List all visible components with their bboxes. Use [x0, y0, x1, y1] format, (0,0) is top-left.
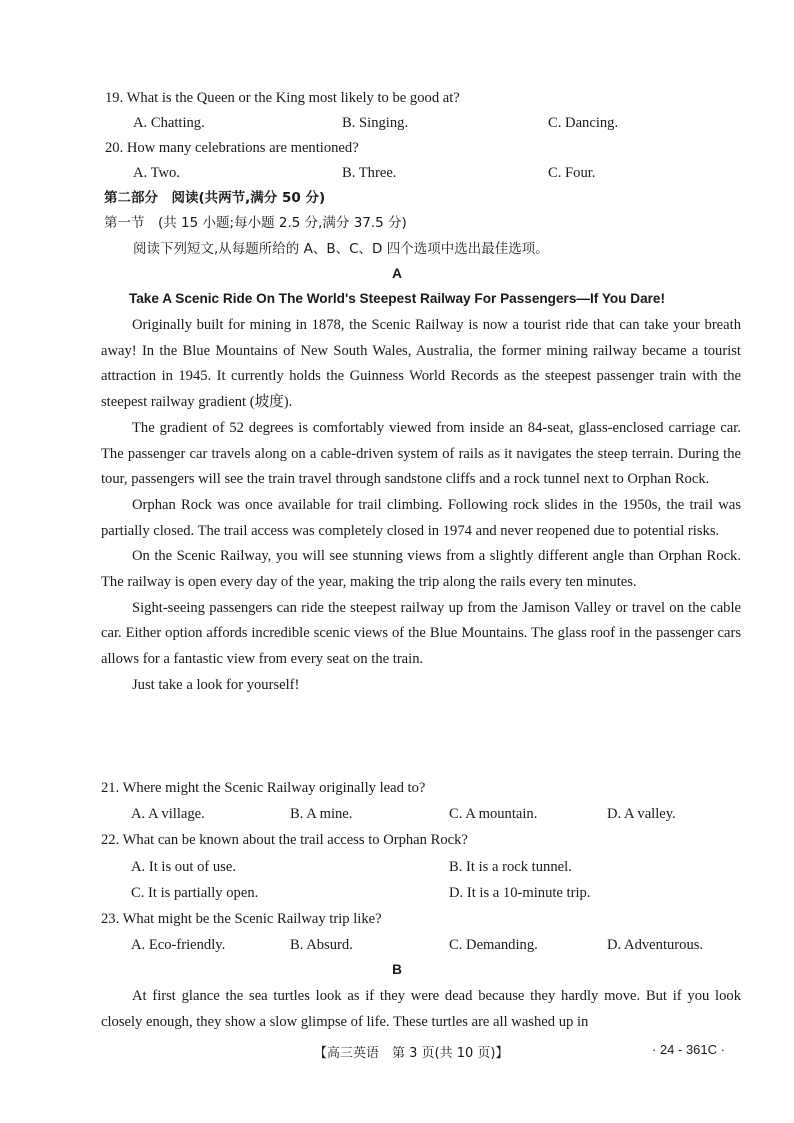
- q22-option-b: B. It is a rock tunnel.: [449, 859, 572, 875]
- exam-code: · 24 - 361C ·: [652, 1042, 725, 1057]
- q23-option-d: D. Adventurous.: [607, 937, 704, 953]
- q20-option-c: C. Four.: [548, 165, 596, 181]
- question-23: 23. What might be the Scenic Railway trip like?: [101, 911, 382, 927]
- passage-a-paragraph: Orphan Rock was once available for trail climbing. Following rock slides in the 1950s, the trail was partially closed. The trail access was completely closed in 1974 and never reopened due to potential risks.: [101, 496, 741, 539]
- passage-a-paragraph: Just take a look for yourself!: [132, 676, 300, 693]
- passage-a-paragraph: Sight-seeing passengers can ride the steepest railway up from the Jamison Valley or travel on the cable car. Either option affords incredible scenic views of the Blue Mountains. The glass roof in the passenger cars allows for a fantastic view from every seat on the train.: [101, 599, 741, 668]
- section1-heading: 第一节 (共 15 小题;每小题 2.5 分,满分 37.5 分): [104, 215, 407, 231]
- q22-option-d: D. It is a 10-minute trip.: [449, 885, 591, 901]
- passage-a-body: [101, 313, 741, 699]
- passage-b-paragraph: At first glance the sea turtles look as if they were dead because they hardly move. But if you look closely enough, they show a slow glimpse of life. These turtles are all washed up in: [101, 988, 741, 1030]
- q23-option-b: B. Absurd.: [290, 937, 353, 953]
- passage-a-letter: A: [392, 266, 402, 281]
- part2-heading: 第二部分 阅读(共两节,满分 50 分): [104, 190, 326, 206]
- q21-option-d: D. A valley.: [607, 806, 676, 822]
- q21-option-c: C. A mountain.: [449, 806, 538, 822]
- passage-a-paragraph: Originally built for mining in 1878, the Scenic Railway is now a tourist ride that can take your breath away! In the Blue Mountains of New South Wales, Australia, the former mining railway became a tourist attraction in 1945. It currently holds the Guinness World Records as the steepest passenger train with the steepest railway gradient (坡度).: [101, 317, 741, 411]
- q20-option-b: B. Three.: [342, 165, 397, 181]
- q20-option-a: A. Two.: [133, 165, 180, 181]
- question-21: 21. Where might the Scenic Railway originally lead to?: [101, 780, 426, 796]
- q21-option-b: B. A mine.: [290, 806, 353, 822]
- q19-option-b: B. Singing.: [342, 115, 409, 131]
- q23-option-a: A. Eco-friendly.: [131, 937, 226, 953]
- passage-a-paragraph: On the Scenic Railway, you will see stunning views from a slightly different angle than Orphan Rock. The railway is open every day of the year, making the trip along the rails every ten minutes.: [101, 548, 741, 591]
- q19-option-a: A. Chatting.: [133, 115, 205, 131]
- question-22: 22. What can be known about the trail access to Orphan Rock?: [101, 832, 468, 848]
- passage-b-letter: B: [392, 962, 402, 977]
- q19-option-c: C. Dancing.: [548, 115, 619, 131]
- reading-instruction: 阅读下列短文,从每题所给的 A、B、C、D 四个选项中选出最佳选项。: [133, 241, 549, 257]
- q21-option-a: A. A village.: [131, 806, 205, 822]
- page-footer: 【高三英语 第 3 页(共 10 页)】: [314, 1046, 509, 1061]
- question-20: 20. How many celebrations are mentioned?: [105, 140, 359, 156]
- passage-a-paragraph: The gradient of 52 degrees is comfortably viewed from inside an 84-seat, glass-enclosed carriage car. The passenger car travels along on a cable-driven system of rails as it navigates the steep terrain. During the tour, passengers will see the train travel through sandstone cliffs and a rock tunnel next to Orphan Rock.: [101, 419, 741, 488]
- passage-a-title: Take A Scenic Ride On The World's Steepest Railway For Passengers—If You Dare!: [128, 291, 666, 306]
- q23-option-c: C. Demanding.: [449, 937, 538, 953]
- q22-option-c: C. It is partially open.: [131, 885, 259, 901]
- passage-b-body: [101, 984, 741, 1035]
- question-19: 19. What is the Queen or the King most likely to be good at?: [105, 90, 460, 106]
- q22-option-a: A. It is out of use.: [131, 859, 236, 875]
